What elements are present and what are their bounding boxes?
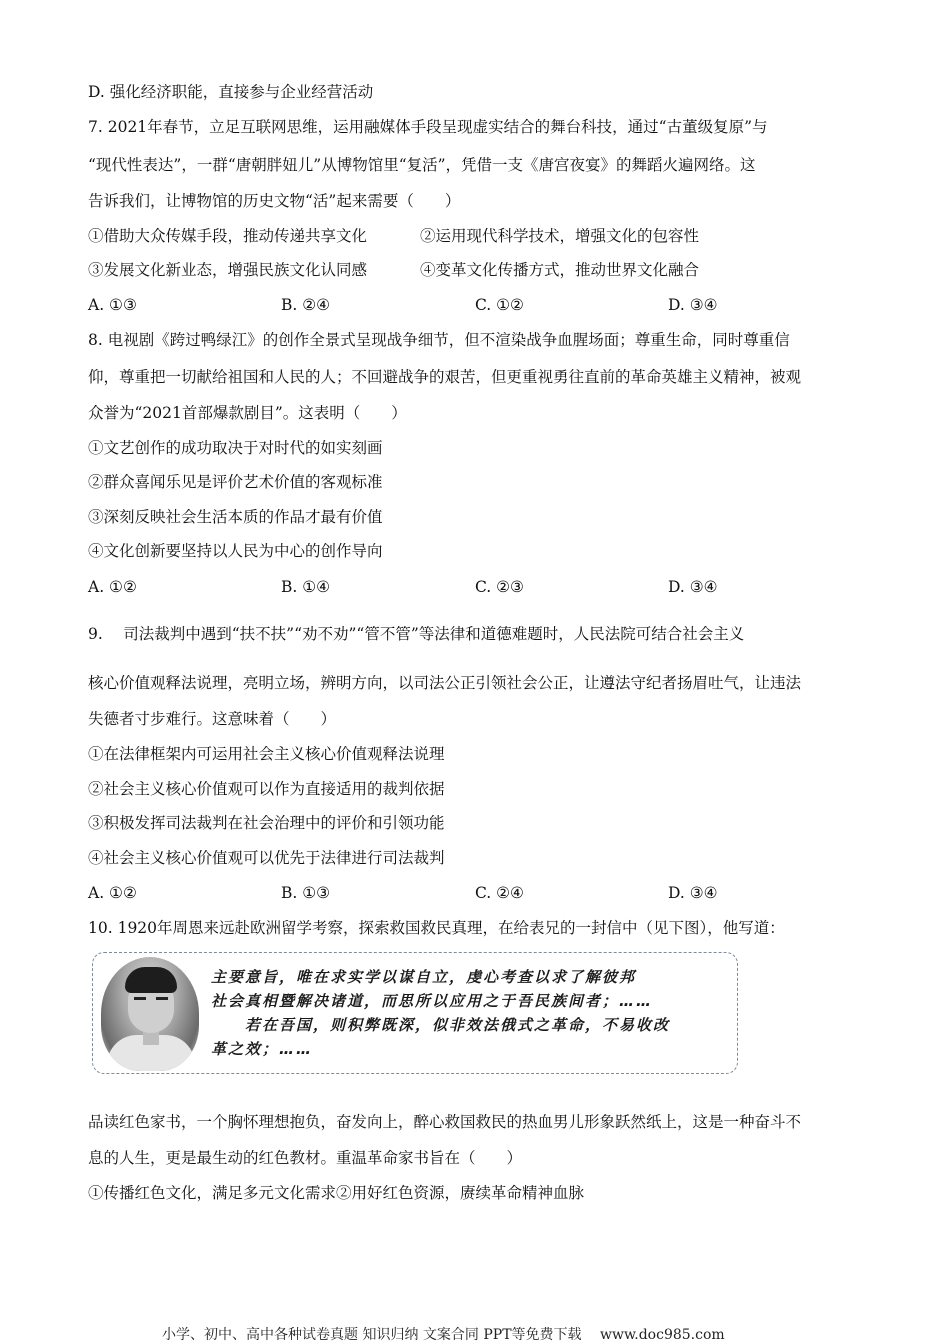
- q8-stem-line-3: 众誉为“2021首部爆款剧目”。这表明（ ）: [88, 404, 407, 422]
- q8-option-d: D. ③④: [668, 578, 718, 596]
- q7-item-3: ③发展文化新业态，增强民族文化认同感: [88, 261, 368, 279]
- q9-item-1: ①在法律框架内可运用社会主义核心价值观释法说理: [88, 745, 445, 763]
- q9-item-3: ③积极发挥司法裁判在社会治理中的评价和引领功能: [88, 814, 445, 832]
- q9-item-4: ④社会主义核心价值观可以优先于法律进行司法裁判: [88, 849, 445, 867]
- q7-option-d: D. ③④: [668, 296, 718, 314]
- q8-option-c: C. ②③: [475, 578, 524, 596]
- q7-item-4: ④变革文化传播方式，推动世界文化融合: [420, 261, 700, 279]
- q10-item-1-2: ①传播红色文化，满足多元文化需求②用好红色资源，赓续革命精神血脉: [88, 1184, 585, 1202]
- q8-stem-line-2: 仰，尊重把一切献给祖国和人民的人；不回避战争的艰苦，但更重视勇往直前的革命英雄主义精神，被观: [88, 368, 802, 386]
- letter-handwriting: [211, 965, 731, 1061]
- q9-stem-line-1: 9. 司法裁判中遇到“扶不扶”“劝不劝”“管不管”等法律和道德难题时，人民法院可结合社会主义: [88, 625, 745, 643]
- letter-line-3: 若在吾国，则积弊既深，似非效法俄式之革命，不易收改: [211, 1016, 671, 1034]
- portrait-photo: [101, 957, 199, 1071]
- q9-item-2: ②社会主义核心价值观可以作为直接适用的裁判依据: [88, 780, 445, 798]
- letter-line-4: 革之效；……: [211, 1040, 314, 1058]
- q7-item-2: ②运用现代科学技术，增强文化的包容性: [420, 227, 700, 245]
- page-footer: 小学、初中、高中各种试卷真题 知识归纳 文案合同 PPT等免费下载 www.doc985.com: [162, 1327, 725, 1343]
- q7-option-b: B. ②④: [281, 296, 331, 314]
- q8-option-a: A. ①②: [88, 578, 137, 596]
- letter-line-2: 社会真相暨解决诸道，而思所以应用之于吾民族间者；……: [211, 992, 654, 1010]
- q6-option-d: D. 强化经济职能，直接参与企业经营活动: [88, 83, 374, 101]
- q8-item-3: ③深刻反映社会生活本质的作品才最有价值: [88, 508, 383, 526]
- q9-option-b: B. ①③: [281, 884, 331, 902]
- q7-option-a: A. ①③: [88, 296, 137, 314]
- q9-stem-line-3: 失德者寸步难行。这意味着（ ）: [88, 710, 337, 728]
- q9-stem-line-2: 核心价值观释法说理，亮明立场，辨明方向，以司法公正引领社会公正，让遵法守纪者扬眉吐气，让违法: [88, 674, 802, 692]
- q7-option-c: C. ①②: [475, 296, 524, 314]
- q7-stem-line-1: 7. 2021年春节，立足互联网思维，运用融媒体手段呈现虚实结合的舞台科技，通过“古董级复原”与: [88, 118, 768, 136]
- q8-stem-line-1: 8. 电视剧《跨过鸭绿江》的创作全景式呈现战争细节，但不渲染战争血腥场面；尊重生命，同时尊重信: [88, 331, 790, 349]
- q7-stem-line-2: “现代性表达”，一群“唐朝胖妞儿”从博物馆里“复活”，凭借一支《唐宫夜宴》的舞蹈火遍网络。这: [88, 156, 756, 174]
- q10-text-line-2: 息的人生，更是最生动的红色教材。重温革命家书旨在（ ）: [88, 1149, 523, 1167]
- q10-text-line-1: 品读红色家书，一个胸怀理想抱负，奋发向上，醉心救国救民的热血男儿形象跃然纸上，这是一种奋斗不: [88, 1113, 802, 1131]
- q9-option-d: D. ③④: [668, 884, 718, 902]
- letter-line-1: 主要意旨，唯在求实学以谋自立，虔心考查以求了解彼邦: [211, 968, 637, 986]
- q8-item-2: ②群众喜闻乐见是评价艺术价值的客观标准: [88, 473, 383, 491]
- q7-stem-line-3: 告诉我们，让博物馆的历史文物“活”起来需要（ ）: [88, 192, 461, 210]
- q8-item-1: ①文艺创作的成功取决于对时代的如实刻画: [88, 439, 383, 457]
- q10-intro: 10. 1920年周恩来远赴欧洲留学考察，探索救国救民真理，在给表兄的一封信中（见下图），他写道：: [88, 919, 785, 937]
- q8-item-4: ④文化创新要坚持以人民为中心的创作导向: [88, 542, 383, 560]
- q7-item-1: ①借助大众传媒手段，推动传递共享文化: [88, 227, 368, 245]
- q8-option-b: B. ①④: [281, 578, 331, 596]
- q9-option-c: C. ②④: [475, 884, 524, 902]
- letter-image: [92, 952, 738, 1074]
- q9-option-a: A. ①②: [88, 884, 137, 902]
